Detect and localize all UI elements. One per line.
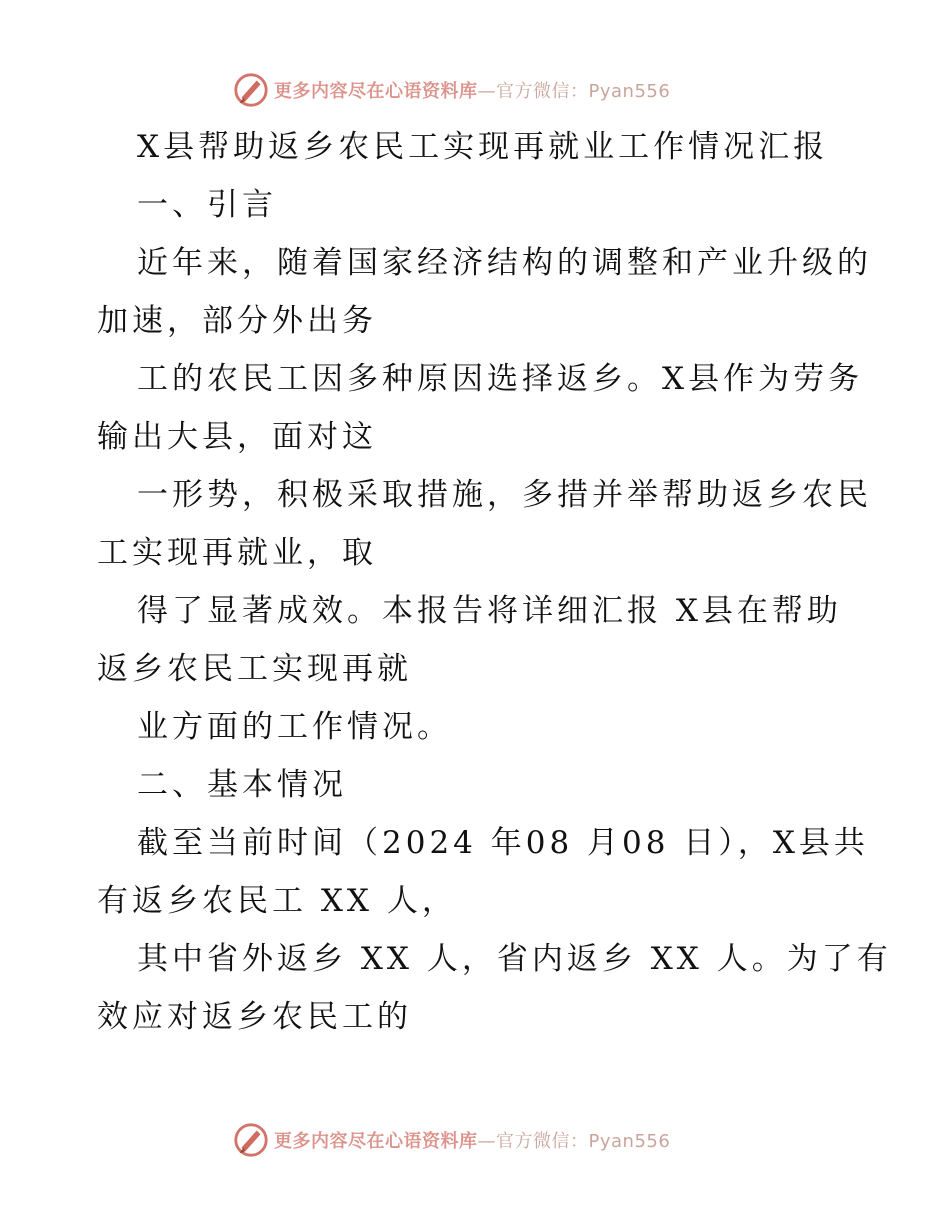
document-line: 截至当前时间（2024 年08 月08 日），X县共 (137, 825, 869, 861)
watermark-text (274, 1127, 670, 1153)
document-line: 加速，部分外出务 (97, 303, 377, 339)
document-line: 业方面的工作情况。 (137, 709, 452, 745)
document-line: 有返乡农民工 XX 人， (97, 883, 457, 919)
watermark-main-text: 更多内容尽在心语资料库 (274, 81, 478, 102)
header-watermark (232, 70, 732, 110)
document-line: 近年来，随着国家经济结构的调整和产业升级的 (137, 245, 872, 281)
watermark-text (274, 77, 670, 103)
document-line: 得了显著成效。本报告将详细汇报 X县在帮助 (137, 593, 842, 629)
document-line: 工实现再就业，取 (97, 535, 377, 571)
document-line: 效应对返乡农民工的 (97, 999, 412, 1035)
watermark-main-text: 更多内容尽在心语资料库 (274, 1131, 478, 1152)
document-line: X县帮助返乡农民工实现再就业工作情况汇报 (137, 129, 829, 165)
pen-logo-icon (232, 71, 270, 109)
watermark-dash: — (477, 1131, 496, 1152)
document-line: 二、基本情况 (137, 767, 347, 803)
document-line: 工的农民工因多种原因选择返乡。X县作为劳务 (137, 361, 864, 397)
watermark-dash: — (477, 81, 496, 102)
document-body (97, 118, 892, 1046)
document-line: 一形势，积极采取措施，多措并举帮助返乡农民 (137, 477, 872, 513)
document-line: 一、引言 (137, 187, 277, 223)
document-line: 输出大县，面对这 (97, 419, 377, 455)
watermark-wechat-text: 官方微信：Pyan556 (496, 1131, 671, 1152)
watermark-wechat-text: 官方微信：Pyan556 (496, 81, 671, 102)
document-line: 其中省外返乡 XX 人，省内返乡 XX 人。为了有 (137, 941, 892, 977)
document-line: 返乡农民工实现再就 (97, 651, 412, 687)
footer-watermark (232, 1120, 732, 1160)
pen-logo-icon (232, 1121, 270, 1159)
